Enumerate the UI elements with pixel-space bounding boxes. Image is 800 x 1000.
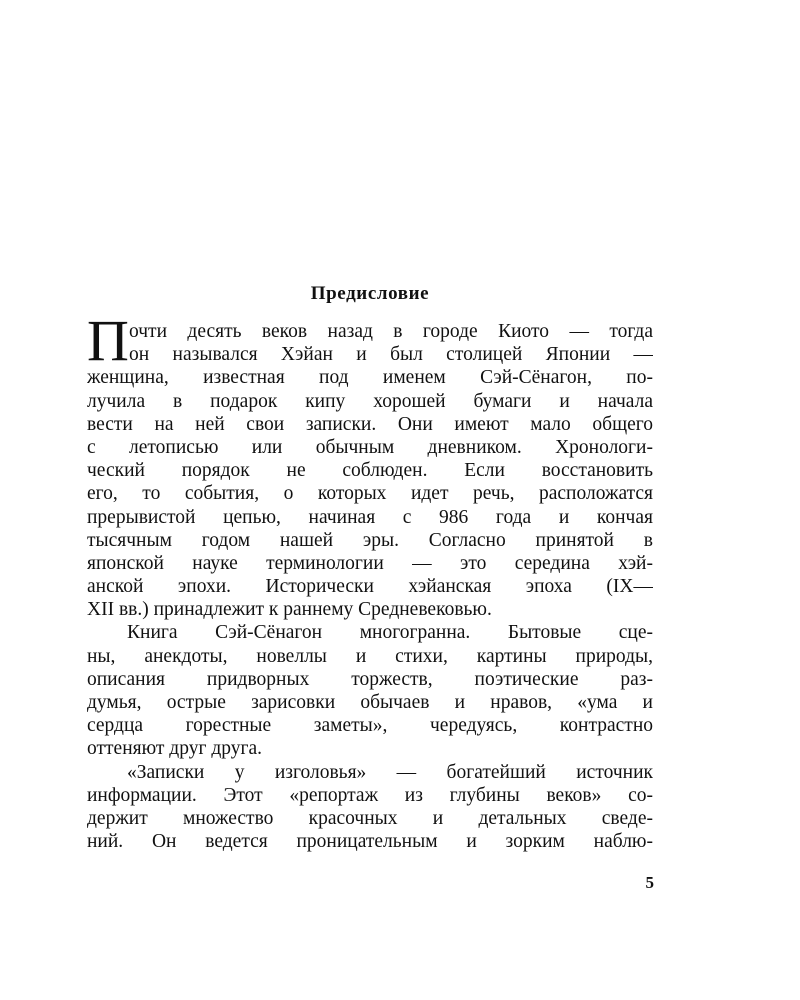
text-line: анской эпохи. Исторически хэйанская эпоха (IX— — [87, 576, 653, 598]
text-line: очти десять веков назад в городе Киото — тогда — [129, 321, 653, 342]
page-number: 5 — [645, 873, 654, 892]
text-line: его, то события, о которых идет речь, расположатся — [87, 483, 653, 505]
drop-cap: П — [87, 308, 129, 373]
text-line: «Записки у изголовья» — богатейший источник — [127, 761, 653, 783]
text-line: женщина, известная под именем Сэй-Сёнагон, по- — [87, 367, 653, 389]
text-line: лучила в подарок кипу хорошей бумаги и начала — [87, 390, 653, 412]
text-line: ческий порядок не соблюден. Если восстановить — [87, 460, 653, 482]
text-line: сердца горестные заметы», чередуясь, контрастно — [87, 715, 653, 737]
text-line: вести на ней свои записки. Они имеют мало общего — [87, 413, 653, 435]
text-line: прерывистой цепью, начиная с 986 года и кончая — [87, 506, 653, 528]
text-line: думья, острые зарисовки обычаев и нравов, «ума и — [87, 692, 653, 713]
text-line: с летописью или обычным дневником. Хронологи- — [87, 436, 653, 458]
text-line: оттеняют друг друга. — [87, 738, 263, 760]
body-text — [87, 320, 653, 853]
text-line: он назывался Хэйан и был столицей Японии — — [129, 344, 653, 366]
text-line: тысячным годом нашей эры. Согласно принятой в — [87, 529, 653, 551]
text-line: информации. Этот «репортаж из глубины веков» со- — [87, 784, 653, 806]
text-line: описания придворных торжеств, поэтические раз- — [87, 668, 653, 690]
text-line: японской науке терминологии — это середина хэй- — [87, 552, 653, 574]
text-line: ны, анекдоты, новеллы и стихи, картины природы, — [87, 645, 653, 667]
text-line: Книга Сэй-Сёнагон многогранна. Бытовые сце- — [127, 622, 653, 644]
page-title: Предисловие — [310, 283, 430, 304]
text-line: XII вв.) принадлежит к раннему Средневековью. — [87, 599, 492, 621]
text-line: держит множество красочных и детальных сведе- — [87, 807, 653, 829]
text-line: ний. Он ведется проницательным и зорким наблю- — [87, 831, 653, 853]
